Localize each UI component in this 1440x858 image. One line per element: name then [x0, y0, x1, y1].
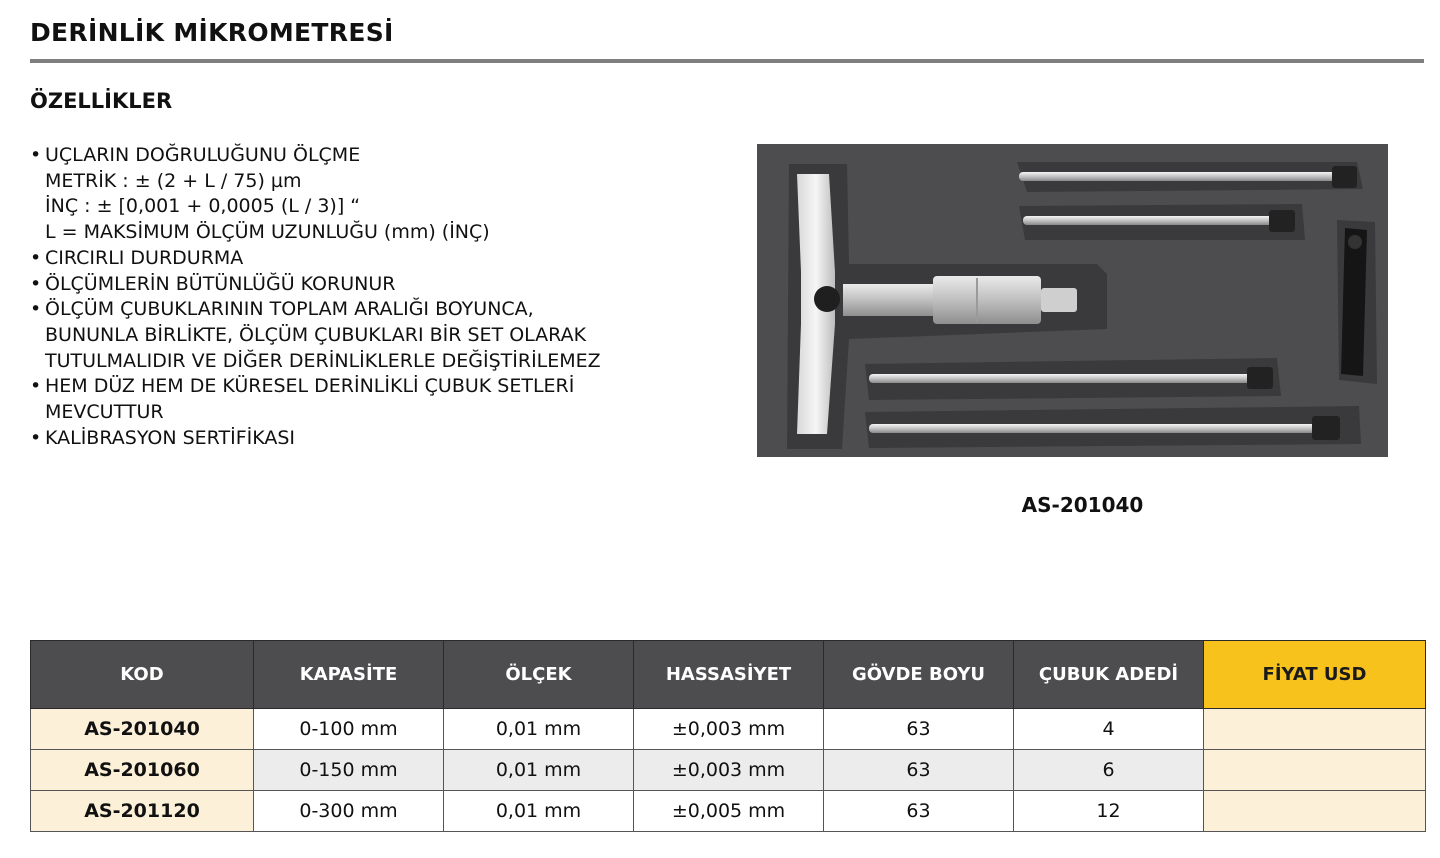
product-caption: AS-201040 [1021, 493, 1144, 517]
cell-kod: AS-201040 [31, 709, 254, 750]
bullet: • [30, 426, 42, 449]
feature-subline: BUNUNLA BİRLİKTE, ÖLÇÜM ÇUBUKLARI BİR SET OLARAK [45, 323, 587, 346]
column-header-hassasiyet: HASSASİYET [634, 641, 824, 709]
bullet: • [30, 144, 42, 166]
features-heading: ÖZELLİKLER [30, 89, 173, 113]
cell-kod: AS-201120 [31, 791, 254, 832]
bullet: • [30, 246, 42, 269]
table-row [31, 791, 1426, 832]
product-photo [757, 144, 1388, 457]
table-row [31, 709, 1426, 750]
cell-cubuk-adedi: 4 [1014, 709, 1204, 750]
column-header-kod: KOD [31, 641, 254, 709]
feature-subline: MEVCUTTUR [45, 401, 164, 424]
page-title: DERİNLİK MİKROMETRESİ [30, 18, 394, 47]
feature-item [30, 143, 601, 169]
cell-kod: AS-201060 [31, 750, 254, 791]
cell-olcek: 0,01 mm [444, 791, 634, 832]
column-header-govde-boyu: GÖVDE BOYU [824, 641, 1014, 709]
cell-hassasiyet: ±0,003 mm [634, 709, 824, 750]
bullet: • [30, 298, 42, 321]
cell-fiyat [1204, 791, 1426, 832]
feature-subline: METRİK : ± (2 + L / 75) µm [45, 169, 302, 192]
column-header-cubuk-adedi: ÇUBUK ADEDİ [1014, 641, 1204, 709]
feature-subline: L = MAKSİMUM ÖLÇÜM UZUNLUĞU (mm) (İNÇ) [45, 221, 490, 244]
cell-kapasite: 0-150 mm [254, 750, 444, 791]
bullet: • [30, 375, 42, 398]
cell-fiyat [1204, 709, 1426, 750]
title-divider [30, 59, 1424, 63]
feature-item [30, 272, 601, 298]
table-row [31, 750, 1426, 791]
cell-govde-boyu: 63 [824, 750, 1014, 791]
feature-subline: TUTULMALIDIR VE DİĞER DERİNLİKLERLE DEĞİŞTİRİLEMEZ [45, 349, 601, 372]
feature-text: ÖLÇÜM ÇUBUKLARININ TOPLAM ARALIĞI BOYUNCA, [45, 298, 534, 321]
cell-kapasite: 0-300 mm [254, 791, 444, 832]
bullet: • [30, 272, 42, 295]
column-header-olcek: ÖLÇEK [444, 641, 634, 709]
cell-kapasite: 0-100 mm [254, 709, 444, 750]
cell-cubuk-adedi: 12 [1014, 791, 1204, 832]
feature-item [30, 246, 601, 272]
cell-govde-boyu: 63 [824, 791, 1014, 832]
cell-hassasiyet: ±0,005 mm [634, 791, 824, 832]
feature-item [30, 374, 601, 400]
cell-olcek: 0,01 mm [444, 750, 634, 791]
feature-text: ÖLÇÜMLERİN BÜTÜNLÜĞÜ KORUNUR [45, 272, 396, 295]
spec-table [30, 640, 1426, 832]
feature-item [30, 426, 601, 452]
column-header-fiyat: FİYAT USD [1204, 641, 1426, 709]
features-list [30, 143, 601, 451]
cell-olcek: 0,01 mm [444, 709, 634, 750]
column-header-kapasite: KAPASİTE [254, 641, 444, 709]
cell-fiyat [1204, 750, 1426, 791]
feature-subline: İNÇ : ± [0,001 + 0,0005 (L / 3)] “ [45, 195, 361, 218]
table-header-row [31, 641, 1426, 709]
cell-hassasiyet: ±0,003 mm [634, 750, 824, 791]
feature-text: HEM DÜZ HEM DE KÜRESEL DERİNLİKLİ ÇUBUK SETLERİ [45, 375, 575, 398]
feature-item [30, 297, 601, 323]
feature-text: CIRCIRLI DURDURMA [45, 246, 244, 269]
feature-text: UÇLARIN DOĞRULUĞUNU ÖLÇME [45, 144, 361, 166]
cell-govde-boyu: 63 [824, 709, 1014, 750]
feature-text: KALİBRASYON SERTİFİKASI [45, 426, 296, 449]
cell-cubuk-adedi: 6 [1014, 750, 1204, 791]
